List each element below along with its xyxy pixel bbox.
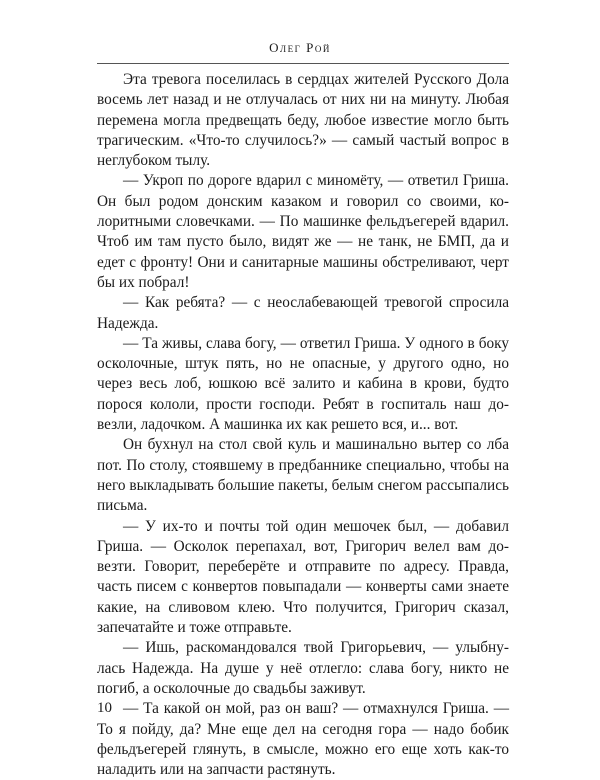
paragraph: Эта тревога поселилась в сердцах жителей Русского Дола восемь лет назад и не отлучалась от них ни на минуту. Любая перемена могла предвещать беду, любое известие могло быть трагическим. «Что-то случилось?» — самый частый вопрос в неглубоком тылу. xyxy=(97,71,509,170)
header-rule xyxy=(97,63,509,64)
running-head-author: Олег Рой xyxy=(269,40,331,55)
paragraph: — Та какой он мой, раз он ваш? — отмахнулся Гриша. — То я пойду, да? Мне еще дел на сегодня гора — надо бобик фельдъегерей глянуть, в смысле, можно его еще хоть как-то наладить или на запчасти растянуть. xyxy=(97,700,509,779)
paragraph: — Та живы, слава богу, — ответил Гриша. У одного в боку осколочные, штук пять, но не опасные, у другого одно, но через весь лоб, юшкою всё залито и кабина в крови, будто порося кололи, прости господи. Ребят в госпиталь наш довезли, ладочком. А машинка их как решето вся, и... вот. xyxy=(97,334,509,434)
paragraph: — Ишь, раскомандовался твой Григорьевич, — улыбнулась Надежда. На душе у неё отлегло: слава богу, никто не погиб, а осколочные до свадьбы заживут. xyxy=(97,639,509,697)
page-number: 10 xyxy=(97,700,112,716)
paragraph: — Как ребята? — с неослабевающей тревогой спросила Надежда. xyxy=(97,294,509,332)
paragraph: — У их-то и почты той один мешочек был, — добавил Гриша. — Осколок перепахал, вот, Григорич велел вам довезти. Говорит, переберёте и отправите по адресу. Правда, часть писем с конвертов повыпадали — конверты сами знаете какие, на сливовом клею. Что получится, Григорич сказал, запечатайте и тоже отправьте. xyxy=(97,517,509,637)
paragraph: — Укроп по дороге вдарил с миномёту, — ответил Гриша. Он был родом донским казаком и говорил со своими, колоритными словечками. — По машинке фельдъегерей вдарил. Чтоб им там пусто было, видят же — не танк, не БМП, да и едет с фронту! Они и санитарные машины обстреливают, черт бы их побрал! xyxy=(97,172,509,291)
paragraph: Он бухнул на стол свой куль и машинально вытер со лба пот. По столу, стоявшему в предбаннике специально, чтобы на него выкладывать большие пакеты, белым снегом рассыпались письма. xyxy=(97,436,509,515)
page-text-block xyxy=(97,70,509,780)
